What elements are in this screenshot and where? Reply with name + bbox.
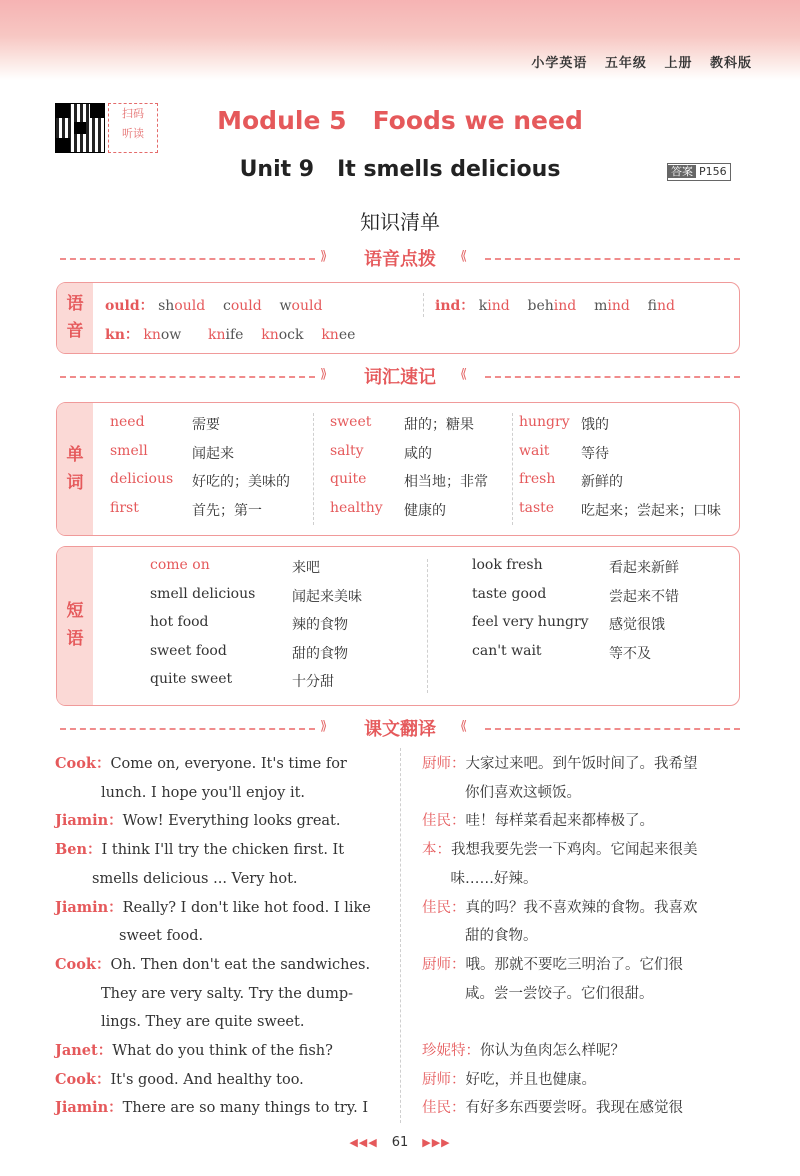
- speaker-colon: ：: [108, 812, 123, 830]
- word-en: healthy: [330, 499, 383, 516]
- word-cn: 闻起来: [192, 445, 234, 462]
- dialogue-item: [55, 1037, 375, 1066]
- phonics-word: should: [158, 298, 206, 314]
- series-grade: 五年级: [604, 56, 647, 71]
- double-arrow-right-icon: ⟫: [320, 249, 328, 264]
- word-en: quite: [330, 471, 367, 487]
- word-en: smell: [110, 442, 148, 459]
- speaker-name: Jiamin: [55, 812, 109, 830]
- phonics-word: kind: [478, 298, 510, 314]
- word-en: hungry: [519, 414, 570, 430]
- dialogue-item: [55, 894, 375, 951]
- phrase-en: smell delicious: [150, 585, 256, 602]
- phonics-ould-row: [105, 295, 322, 315]
- dialogue-line: 哦。那就不要吃三明治了。它们很: [465, 956, 683, 973]
- speaker-name: 厨师: [422, 956, 451, 973]
- word-en: delicious: [110, 471, 174, 487]
- phrase-en: can't wait: [472, 642, 542, 659]
- dialogue-line: Come on, everyone. It's time for: [110, 756, 347, 772]
- phrase-cn: 感觉很饿: [609, 617, 665, 634]
- series-subject: 小学英语: [531, 56, 588, 71]
- series-volume: 上册: [664, 56, 693, 71]
- dialogue-item: [55, 750, 375, 807]
- dialogue-item: [55, 836, 375, 893]
- phonics-box: [56, 282, 740, 354]
- speaker-name: 本: [422, 842, 437, 859]
- word-cn: 等待: [581, 445, 609, 462]
- phonics-word: find: [647, 298, 675, 314]
- double-arrow-right-icon: ⟫: [320, 367, 328, 382]
- speaker-name: 佳民: [422, 899, 451, 916]
- dialogue-line: 真的吗？我不喜欢辣的食物。我喜欢: [465, 899, 698, 916]
- scan-line2: 听读: [122, 127, 144, 140]
- dialogue-line: What do you think of the fish?: [112, 1043, 333, 1060]
- phonics-colon: ：: [460, 298, 475, 314]
- unit-title: Unit 9 It smells delicious: [239, 157, 561, 182]
- speaker-name: Cook: [55, 755, 96, 772]
- dialogue-item: [55, 1094, 375, 1123]
- phrase-en: quite sweet: [150, 671, 233, 688]
- dialogue-item: [422, 894, 752, 951]
- phrase-cn: 等不及: [609, 645, 651, 662]
- phrase-cn: 甜的食物: [292, 645, 348, 662]
- phrase-cn: 辣的食物: [292, 617, 348, 634]
- series-publisher: 教科版: [709, 56, 752, 71]
- dialogue-line: 你认为鱼肉怎么样呢？: [480, 1043, 625, 1060]
- answer-page: P156: [699, 165, 727, 178]
- speaker-colon: ：: [451, 1071, 466, 1088]
- prev-arrows-icon: ◀◀◀: [349, 1136, 378, 1149]
- phrase-cn: 来吧: [292, 560, 320, 576]
- speaker-name: 厨师: [422, 1071, 451, 1088]
- dialogue-item: [422, 807, 752, 836]
- dialogue-line: lunch. I hope you'll enjoy it.: [101, 784, 306, 801]
- phonics-kn-row: [105, 324, 355, 344]
- speaker-colon: ：: [108, 898, 123, 916]
- section-title-vocab: 词汇速记: [364, 367, 436, 388]
- dialogue-line: Wow! Everything looks great.: [122, 813, 341, 830]
- dialogue-line: Oh. Then don't eat the sandwiches.: [110, 956, 371, 973]
- word-en: wait: [519, 442, 550, 459]
- phonics-word: knee: [321, 327, 356, 343]
- speaker-colon: ：: [465, 1043, 480, 1060]
- dialogue-item: [55, 807, 375, 836]
- divider: [427, 559, 428, 693]
- dialogue-line: lings. They are quite sweet.: [101, 1014, 305, 1031]
- phonics-word: mind: [594, 298, 630, 314]
- phonics-word: knife: [207, 327, 244, 343]
- word-en: fresh: [519, 471, 556, 487]
- dialogue-line: 甜的食物。: [465, 928, 538, 945]
- word-cn: 咸的: [404, 445, 432, 462]
- word-cn: 饿的: [581, 417, 609, 433]
- word-cn: 相当地；非常: [404, 474, 488, 490]
- dialogue-line: smells delicious ... Very hot.: [92, 870, 298, 887]
- words-label-2: 词: [66, 473, 84, 493]
- speaker-name: Janet: [55, 1042, 98, 1060]
- dialogue-line: 有好多东西要尝呀。我现在感觉很: [465, 1100, 683, 1117]
- dialogue-line: 你们喜欢这顿饭。: [465, 784, 581, 801]
- speaker-colon: ：: [451, 956, 466, 973]
- speaker-colon: ：: [108, 1099, 123, 1117]
- word-cn: 首先；第一: [192, 502, 262, 519]
- dialogue-line: It's good. And healthy too.: [110, 1071, 304, 1088]
- dialogue-line: sweet food.: [119, 928, 204, 945]
- speaker-colon: ：: [95, 1070, 111, 1088]
- section-title-translation: 课文翻译: [364, 719, 436, 740]
- dialogue-line: 好吃，并且也健康。: [465, 1071, 596, 1088]
- phrase-en: hot food: [150, 614, 209, 631]
- page-footer: [0, 1135, 800, 1150]
- dialogue-chinese: [422, 750, 752, 1123]
- phrase-cn: 闻起来美味: [292, 588, 362, 605]
- word-cn: 新鲜的: [581, 474, 623, 490]
- speaker-colon: ：: [97, 1042, 113, 1060]
- dialogue-item: [422, 1094, 752, 1123]
- speaker-colon: ：: [451, 756, 466, 772]
- phrase-cn: 看起来新鲜: [609, 560, 679, 576]
- word-cn: 好吃的；美味的: [192, 474, 290, 490]
- checklist-title: 知识清单: [360, 210, 440, 234]
- dialogue-item: [55, 1066, 375, 1095]
- speaker-colon: ：: [451, 899, 466, 916]
- word-cn: 健康的: [404, 502, 446, 519]
- phonics-word: know: [143, 327, 182, 343]
- dialogue-line: I think I'll try the chicken first. It: [101, 842, 345, 859]
- double-arrow-left-icon: ⟪: [460, 249, 468, 264]
- dialogue-item: [422, 951, 752, 1008]
- phonics-prefix: kn: [105, 327, 125, 343]
- scan-line1: 扫码: [122, 107, 144, 120]
- phonics-ind-row: [435, 295, 675, 315]
- dialogue-line: 我想我要先尝一下鸡肉。它闻起来很美: [451, 842, 698, 859]
- speaker-colon: ：: [436, 842, 451, 859]
- speaker-colon: ：: [95, 755, 111, 772]
- double-arrow-right-icon: ⟫: [320, 719, 328, 734]
- double-arrow-left-icon: ⟪: [460, 719, 468, 734]
- speaker-name: Ben: [55, 841, 88, 859]
- word-en: taste: [519, 499, 555, 516]
- section-header-translation: [60, 718, 740, 740]
- phonics-prefix: ould: [105, 298, 140, 314]
- dialogue-english: [55, 750, 375, 1123]
- phrase-en: feel very hungry: [472, 614, 589, 631]
- speaker-name: Cook: [55, 1070, 96, 1088]
- word-en: first: [110, 499, 139, 516]
- speaker-name: 厨师: [422, 756, 451, 772]
- dialogue-item: [55, 951, 375, 1037]
- section-header-vocab: [60, 366, 740, 388]
- dialogue-line: They are very salty. Try the dump-: [101, 985, 354, 1002]
- phrases-label: [57, 547, 93, 705]
- dialogue-line: 味……好辣。: [450, 870, 538, 887]
- phrase-cn: 尝起来不错: [609, 588, 679, 605]
- dialogue-item: [422, 750, 752, 807]
- speaker-colon: ：: [87, 841, 102, 859]
- word-cn: 吃起来；尝起来；口味: [581, 502, 721, 519]
- speaker-name: Jiamin: [55, 1099, 109, 1117]
- next-arrows-icon: ▶▶▶: [422, 1136, 451, 1149]
- phonics-colon: ：: [124, 327, 139, 343]
- page-number: 61: [391, 1135, 409, 1150]
- series-info: [519, 52, 752, 71]
- dialogue-line: 大家过来吧。到午饭时间了。我希望: [465, 756, 698, 772]
- phonics-word: could: [222, 298, 262, 314]
- phonics-label-1: 语: [66, 294, 84, 314]
- phonics-prefix: ind: [435, 298, 461, 314]
- section-header-phonics: [60, 248, 740, 270]
- speaker-name: 珍妮特: [422, 1043, 466, 1060]
- speaker-name: 佳民: [422, 813, 451, 830]
- phrases-label-1: 短: [66, 601, 84, 621]
- module-title: Module 5 Foods we need: [217, 106, 583, 135]
- speaker-name: Cook: [55, 955, 96, 973]
- phrases-label-2: 语: [66, 629, 84, 649]
- phonics-label: [57, 283, 93, 353]
- divider: [485, 376, 740, 378]
- words-label: [57, 403, 93, 535]
- word-cn: 甜的；糖果: [404, 417, 474, 433]
- divider: [485, 728, 740, 730]
- word-en: salty: [330, 442, 364, 459]
- words-label-1: 单: [66, 445, 84, 465]
- dialogue-line: 哇！每样菜看起来都棒极了。: [465, 813, 654, 830]
- divider: [313, 413, 314, 525]
- dialogue-item: [422, 1066, 752, 1095]
- dialogue-item: [422, 836, 752, 893]
- speaker-colon: ：: [451, 1100, 466, 1117]
- answer-ref: [667, 163, 731, 181]
- phrase-en: sweet food: [150, 642, 227, 659]
- phonics-colon: ：: [139, 298, 154, 314]
- word-cn: 需要: [192, 417, 220, 433]
- answer-label: 答案: [668, 165, 696, 178]
- divider: [423, 293, 424, 317]
- section-title-phonics: 语音点拨: [364, 249, 436, 270]
- phonics-word: knock: [261, 327, 304, 343]
- speaker-name: 佳民: [422, 1100, 451, 1117]
- phrase-en: come on: [150, 557, 210, 573]
- phonics-label-2: 音: [66, 321, 84, 341]
- speaker-colon: ：: [95, 955, 111, 973]
- dialogue-item: [422, 1037, 752, 1066]
- phonics-word: behind: [527, 298, 577, 314]
- phrase-cn: 十分甜: [292, 674, 334, 691]
- dialogue-line: Really? I don't like hot food. I like: [122, 899, 371, 916]
- word-en: need: [110, 414, 145, 430]
- dialogue-line: 咸。尝一尝饺子。它们很甜。: [465, 985, 654, 1002]
- divider: [485, 258, 740, 260]
- phrase-en: look fresh: [472, 557, 543, 573]
- double-arrow-left-icon: ⟪: [460, 367, 468, 382]
- speaker-name: Jiamin: [55, 898, 109, 916]
- divider: [400, 748, 401, 1123]
- divider: [512, 413, 513, 525]
- phrase-en: taste good: [472, 585, 547, 602]
- word-en: sweet: [330, 414, 372, 430]
- dialogue-line: There are so many things to try. I: [122, 1100, 369, 1117]
- speaker-colon: ：: [451, 813, 466, 830]
- phonics-word: would: [279, 298, 323, 314]
